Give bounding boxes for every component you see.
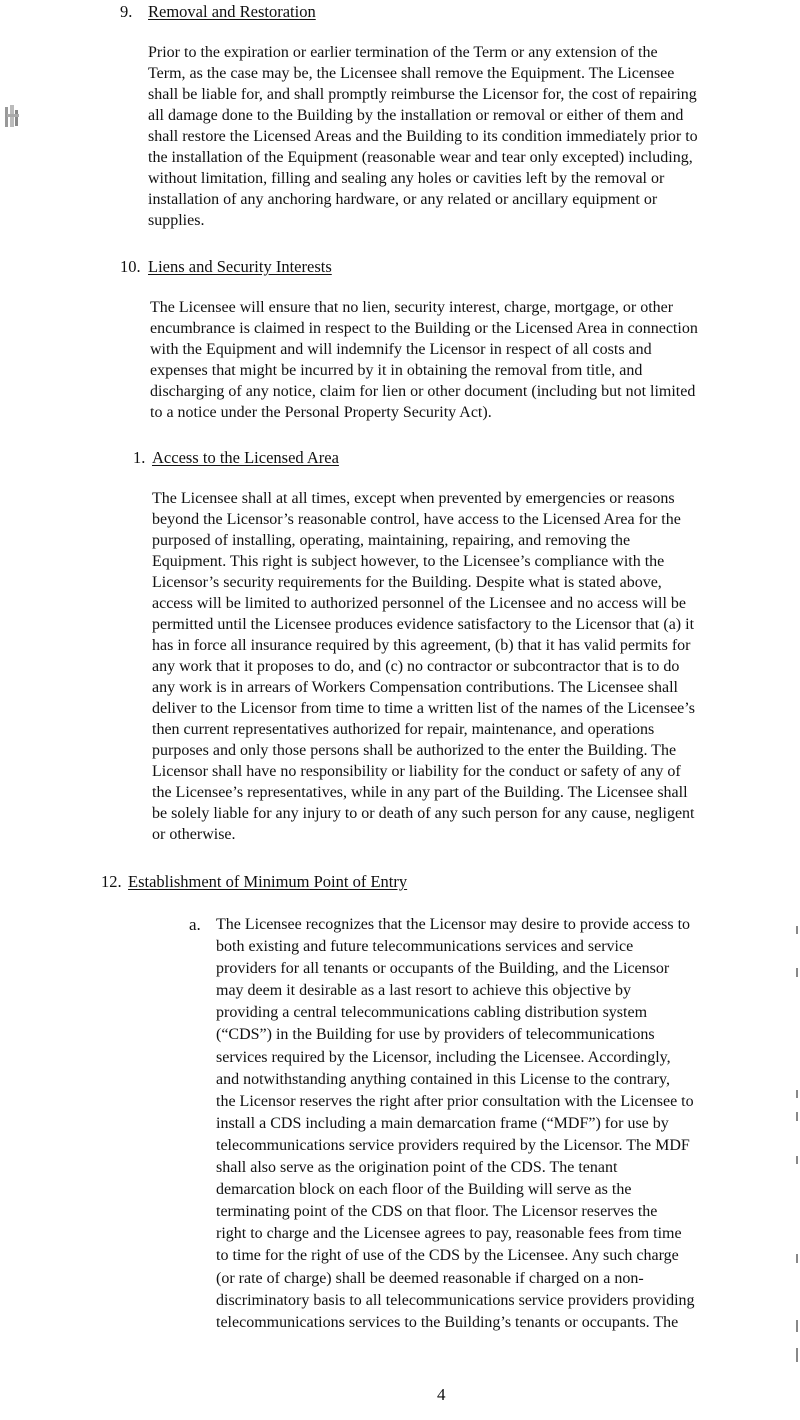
- paragraph-line: to time for the right of use of the CDS by the Licensee. Any such charge: [216, 1247, 679, 1265]
- paragraph-line: to a notice under the Personal Property Security Act).: [150, 404, 492, 421]
- section-paragraph-removal: [148, 42, 698, 231]
- scan-speck: [796, 1112, 798, 1121]
- scan-speck: [796, 1090, 798, 1098]
- paragraph-line: beyond the Licensor’s reasonable control, have access to the Licensed Area for the: [152, 511, 681, 528]
- section-number: 10.: [120, 257, 141, 276]
- paragraph-line: permitted until the Licensee produces evidence satisfactory to the Licensor that (a) it: [152, 616, 695, 633]
- subsection-paragraph-mpoe: [216, 914, 695, 1334]
- scan-speck: [796, 1348, 798, 1362]
- section-heading-access: [133, 447, 339, 468]
- paragraph-line: any work is in arrears of Workers Compensation contributions. The Licensee shall: [152, 679, 678, 696]
- paragraph-line: or otherwise.: [152, 826, 236, 843]
- paragraph-line: purposes and only those persons shall be authorized to the enter the Building. The: [152, 742, 677, 759]
- scan-speck: [796, 1254, 798, 1263]
- section-number: 1.: [133, 448, 146, 467]
- paragraph-line: demarcation block on each floor of the Building will serve as the: [216, 1181, 632, 1199]
- paragraph-line: be solely liable for any injury to or death of any such person for any cause, negligent: [152, 805, 695, 822]
- paragraph-line: deliver to the Licensor from time to time a written list of the names of the Licensee’s: [152, 700, 695, 717]
- paragraph-line: Equipment. This right is subject however, to the Licensee’s compliance with the: [152, 553, 665, 570]
- paragraph-line: Licensor shall have no responsibility or liability for the conduct or safety of any of: [152, 763, 681, 780]
- paragraph-line: shall restore the Licensed Areas and the Building to its condition immediately prior to: [148, 128, 698, 145]
- scan-speck: [796, 1320, 798, 1332]
- paragraph-line: telecommunications service providers required by the Licensor. The MDF: [216, 1136, 690, 1154]
- paragraph-line: and notwithstanding anything contained in this License to the contrary,: [216, 1070, 670, 1088]
- paragraph-line: then current representatives authorized for repair, maintenance, and operations: [152, 721, 655, 738]
- paragraph-line: install a CDS including a main demarcation frame (“MDF”) for use by: [216, 1114, 669, 1132]
- section-title: Establishment of Minimum Point of Entry: [128, 872, 408, 891]
- scan-speck: [796, 926, 798, 934]
- paragraph-line: any work that it proposes to do, and (c) no contractor or subcontractor that is to do: [152, 658, 680, 675]
- section-title: Liens and Security Interests: [148, 257, 332, 276]
- subsection-marker: a.: [189, 915, 201, 934]
- paragraph-line: Prior to the expiration or earlier termination of the Term or any extension of the: [148, 44, 658, 61]
- paragraph-line: right to charge and the Licensee agrees to pay, reasonable fees from time: [216, 1225, 682, 1243]
- paragraph-line: Term, as the case may be, the Licensee shall remove the Equipment. The Licensee: [148, 65, 675, 82]
- paragraph-line: providers for all tenants or occupants of the Building, and the Licensor: [216, 960, 670, 978]
- paragraph-line: terminating point of the CDS on that floor. The Licensor reserves the: [216, 1203, 658, 1221]
- paragraph-line: both existing and future telecommunications services and service: [216, 938, 634, 956]
- paragraph-line: access will be limited to authorized personnel of the Licensee and no access will be: [152, 595, 687, 612]
- paragraph-line: encumbrance is claimed in respect to the Building or the Licensed Area in connection: [150, 320, 698, 337]
- scan-artifact-mark: [3, 104, 23, 130]
- section-number: 12.: [101, 872, 122, 891]
- paragraph-line: shall also serve as the origination point of the CDS. The tenant: [216, 1159, 618, 1177]
- section-number: 9.: [120, 2, 133, 21]
- paragraph-line: installation of any anchoring hardware, or any related or ancillary equipment or: [148, 191, 658, 208]
- paragraph-line: may deem it desirable as a last resort to achieve this objective by: [216, 982, 631, 1000]
- section-heading-removal: [120, 1, 316, 22]
- paragraph-line: (or rate of charge) shall be deemed reasonable if charged on a non-: [216, 1269, 644, 1287]
- paragraph-line: (“CDS”) in the Building for use by providers of telecommunications: [216, 1026, 655, 1044]
- paragraph-line: The Licensee recognizes that the Licensor may desire to provide access to: [216, 916, 691, 933]
- paragraph-line: all damage done to the Building by the installation or removal or either of them and: [148, 107, 684, 124]
- paragraph-line: the Licensor reserves the right after prior consultation with the Licensee to: [216, 1092, 694, 1110]
- section-heading-liens: [120, 256, 332, 277]
- paragraph-line: the Licensee’s representatives, while in any part of the Building. The Licensee shall: [152, 784, 688, 801]
- scan-speck: [796, 968, 798, 977]
- paragraph-line: without limitation, filling and sealing any holes or cavities left by the removal or: [148, 170, 665, 187]
- paragraph-line: discharging of any notice, claim for lien or other document (including but not limited: [150, 383, 696, 400]
- paragraph-line: has in force all insurance required by this agreement, (b) that it has valid permits for: [152, 637, 691, 654]
- paragraph-line: shall be liable for, and shall promptly reimburse the Licensor for, the cost of repairing: [148, 86, 697, 103]
- paragraph-line: discriminatory basis to all telecommunications service providers providing: [216, 1291, 695, 1309]
- page-number: 4: [437, 1385, 446, 1404]
- paragraph-line: purposed of installing, operating, maintaining, repairing, and removing the: [152, 532, 631, 549]
- scan-speck: [796, 1156, 798, 1164]
- paragraph-line: with the Equipment and will indemnify the Licensor in respect of all costs and: [150, 341, 652, 358]
- paragraph-line: The Licensee will ensure that no lien, security interest, charge, mortgage, or other: [150, 299, 674, 316]
- paragraph-line: The Licensee shall at all times, except when prevented by emergencies or reasons: [152, 490, 675, 507]
- paragraph-line: expenses that might be incurred by it in obtaining the removal from title, and: [150, 362, 643, 379]
- section-title: Removal and Restoration: [148, 2, 316, 21]
- paragraph-line: telecommunications services to the Building’s tenants or occupants. The: [216, 1313, 679, 1331]
- section-heading-mpoe: [101, 871, 407, 892]
- section-paragraph-access: [152, 488, 695, 845]
- section-title: Access to the Licensed Area: [152, 448, 339, 467]
- section-paragraph-liens: [150, 297, 698, 423]
- paragraph-line: providing a central telecommunications cabling distribution system: [216, 1004, 648, 1022]
- paragraph-line: supplies.: [148, 212, 205, 229]
- paragraph-line: services required by the Licensor, including the Licensee. Accordingly,: [216, 1048, 671, 1066]
- paragraph-line: Licensor’s security requirements for the Building. Despite what is stated above,: [152, 574, 662, 591]
- paragraph-line: the installation of the Equipment (reasonable wear and tear only excepted) including,: [148, 149, 693, 166]
